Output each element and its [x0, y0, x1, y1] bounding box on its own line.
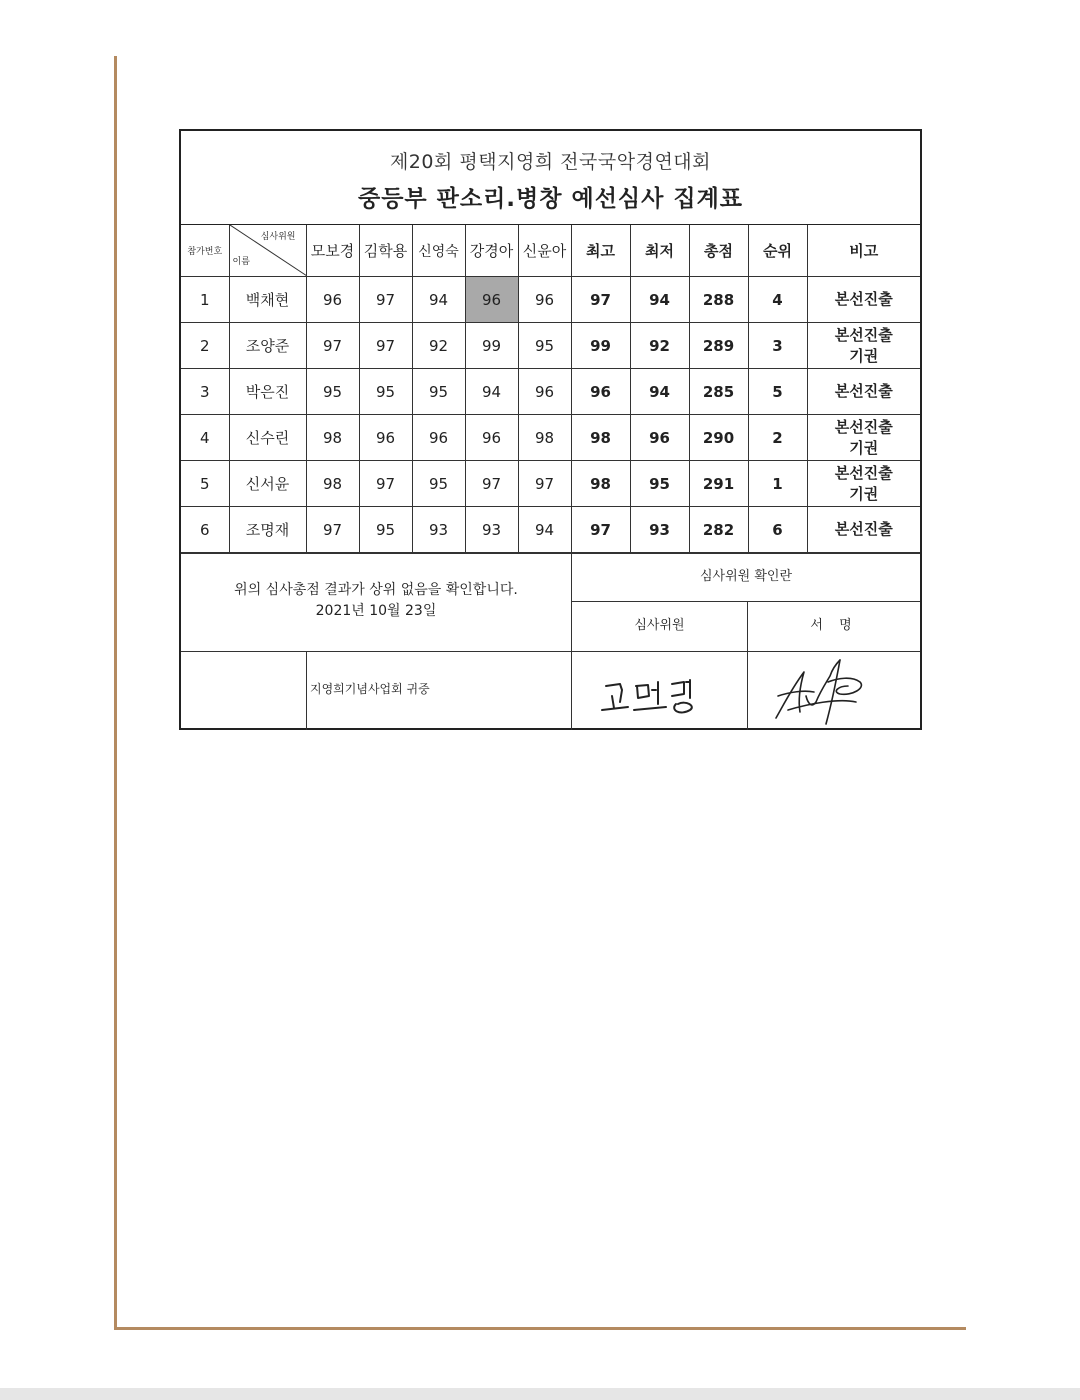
judge-score: 97 — [518, 461, 571, 507]
min-score: 92 — [630, 323, 689, 369]
judge-score: 95 — [412, 461, 465, 507]
judge-score: 93 — [465, 507, 518, 553]
participant-name: 조명재 — [229, 507, 306, 553]
max-score: 97 — [571, 507, 630, 553]
total-score: 289 — [689, 323, 748, 369]
judge-score: 97 — [465, 461, 518, 507]
remark-line: 기권 — [849, 484, 879, 503]
rank: 1 — [748, 461, 807, 507]
participant-name: 신수린 — [229, 415, 306, 461]
judge-score: 97 — [306, 507, 359, 553]
judge-score: 95 — [306, 369, 359, 415]
remark-line: 본선진출 — [834, 463, 893, 482]
participant-number: 5 — [181, 461, 229, 507]
max-score: 98 — [571, 415, 630, 461]
judge-score: 95 — [412, 369, 465, 415]
rank: 6 — [748, 507, 807, 553]
judge-name-diagonal-header — [229, 225, 306, 277]
participant-number: 6 — [181, 507, 229, 553]
remark-line: 본선진출 — [834, 290, 893, 308]
sheet-edge-left — [114, 56, 117, 1330]
max-score: 98 — [571, 461, 630, 507]
judge-score: 92 — [412, 323, 465, 369]
judge-score: 97 — [359, 277, 412, 323]
judge-header: 김학용 — [359, 225, 412, 277]
organization-name: 지영희기념사업회 귀중 — [307, 652, 572, 730]
participant-number: 2 — [181, 323, 229, 369]
col-judges-header: 심사위원 — [260, 232, 296, 242]
remark — [807, 277, 920, 323]
participant-name: 조양준 — [229, 323, 306, 369]
confirm-text: 위의 심사총점 결과가 상위 없음을 확인합니다. — [234, 582, 518, 598]
judge-score: 97 — [359, 461, 412, 507]
participant-name: 신서윤 — [229, 461, 306, 507]
handwritten-judge-name — [572, 652, 748, 730]
participant-name: 박은진 — [229, 369, 306, 415]
judge-col-label: 심사위원 — [572, 602, 748, 652]
judge-score: 96 — [465, 415, 518, 461]
judge-score: 97 — [359, 323, 412, 369]
remark — [807, 323, 920, 369]
participant-number: 1 — [181, 277, 229, 323]
col-rank-header: 순위 — [748, 225, 807, 277]
table-row — [181, 369, 920, 415]
competition-title: 제20회 평택지영희 전국국악경연대회 — [389, 151, 712, 173]
score-table — [181, 225, 920, 553]
confirmation-statement — [181, 554, 572, 652]
judge-score: 95 — [518, 323, 571, 369]
total-score: 282 — [689, 507, 748, 553]
blank-cell — [181, 652, 307, 730]
table-header-row — [181, 225, 920, 277]
judge-score: 97 — [306, 323, 359, 369]
sign-col-label: 서 명 — [748, 602, 920, 652]
total-score: 291 — [689, 461, 748, 507]
rank: 5 — [748, 369, 807, 415]
judge-score: 93 — [412, 507, 465, 553]
col-number-header: 참가번호 — [181, 225, 229, 277]
sheet-header — [181, 131, 920, 225]
table-row — [181, 415, 920, 461]
min-score: 94 — [630, 369, 689, 415]
max-score: 99 — [571, 323, 630, 369]
min-score: 93 — [630, 507, 689, 553]
score-sheet — [179, 129, 922, 730]
judge-score: 98 — [306, 415, 359, 461]
judge-score: 96 — [359, 415, 412, 461]
judge-score: 98 — [306, 461, 359, 507]
judge-score: 96 — [306, 277, 359, 323]
judge-score: 98 — [518, 415, 571, 461]
participant-name: 백채현 — [229, 277, 306, 323]
judge-header: 신영숙 — [412, 225, 465, 277]
remark-line: 본선진출 — [834, 382, 893, 400]
participant-number: 3 — [181, 369, 229, 415]
judge-score: 94 — [465, 369, 518, 415]
participant-number: 4 — [181, 415, 229, 461]
signature-image — [748, 652, 920, 730]
total-score: 285 — [689, 369, 748, 415]
remark-line: 기권 — [849, 346, 879, 365]
rank: 2 — [748, 415, 807, 461]
total-score: 288 — [689, 277, 748, 323]
table-row — [181, 461, 920, 507]
sheet-edge-bottom — [114, 1327, 966, 1330]
handwritten-name-image — [572, 652, 748, 730]
signature — [748, 652, 920, 730]
judge-score: 95 — [359, 507, 412, 553]
judge-score: 94 — [412, 277, 465, 323]
confirm-date: 2021년 10월 23일 — [315, 603, 437, 619]
judge-score: 94 — [518, 507, 571, 553]
judge-header: 강경아 — [465, 225, 518, 277]
table-row — [181, 323, 920, 369]
judge-header: 모보경 — [306, 225, 359, 277]
remark — [807, 415, 920, 461]
rank: 4 — [748, 277, 807, 323]
remark-line: 기권 — [849, 438, 879, 457]
total-score: 290 — [689, 415, 748, 461]
remark-line: 본선진출 — [834, 520, 893, 538]
min-score: 95 — [630, 461, 689, 507]
remark — [807, 461, 920, 507]
judge-score: 96 — [518, 369, 571, 415]
rank: 3 — [748, 323, 807, 369]
col-max-header: 최고 — [571, 225, 630, 277]
judge-score: 95 — [359, 369, 412, 415]
col-total-header: 총점 — [689, 225, 748, 277]
col-min-header: 최저 — [630, 225, 689, 277]
judge-confirm-title: 심사위원 확인란 — [572, 554, 920, 602]
min-score: 96 — [630, 415, 689, 461]
max-score: 96 — [571, 369, 630, 415]
col-note-header: 비고 — [807, 225, 920, 277]
sheet-title: 중등부 판소리.병창 예선심사 집계표 — [357, 186, 744, 212]
max-score: 97 — [571, 277, 630, 323]
judge-score: 96 — [518, 277, 571, 323]
judge-header: 신윤아 — [518, 225, 571, 277]
remark — [807, 507, 920, 553]
judge-score: 99 — [465, 323, 518, 369]
scan-background — [0, 1388, 1080, 1400]
col-name-header: 이름 — [232, 257, 250, 267]
remark-line: 본선진출 — [834, 325, 893, 344]
judge-score: 96 — [412, 415, 465, 461]
remark — [807, 369, 920, 415]
table-row — [181, 277, 920, 323]
confirmation-section — [181, 553, 920, 733]
remark-line: 본선진출 — [834, 417, 893, 436]
table-row — [181, 507, 920, 553]
min-score: 94 — [630, 277, 689, 323]
judge-score: 96 — [465, 277, 518, 323]
